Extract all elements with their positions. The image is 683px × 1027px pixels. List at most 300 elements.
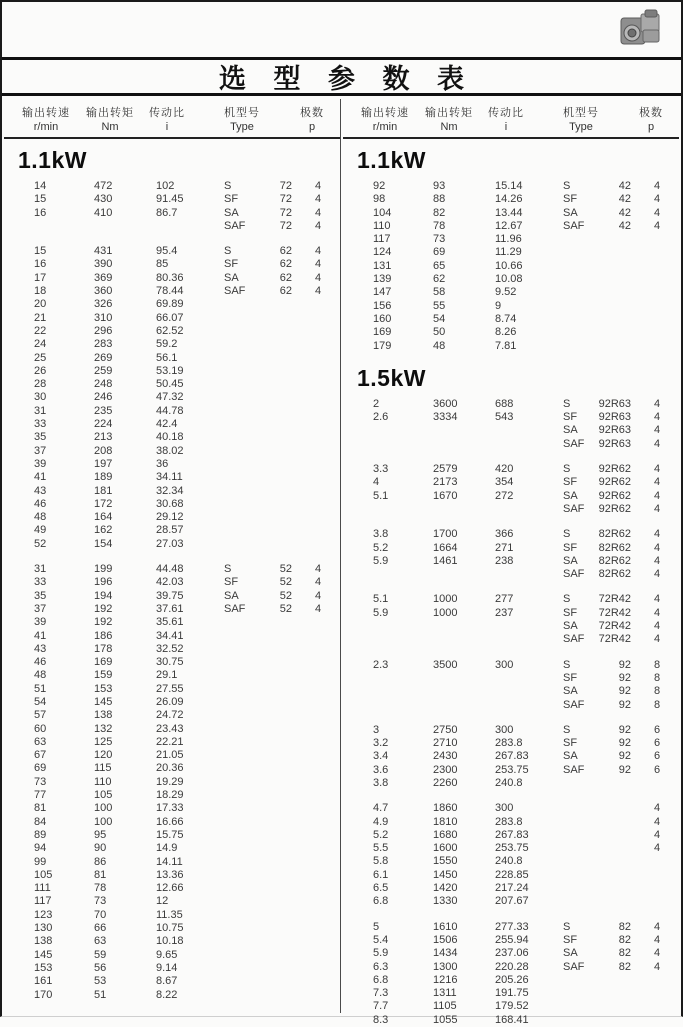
cell-torque: 1664	[433, 541, 458, 554]
table-row	[4, 842, 340, 855]
cell-type-prefix: S	[224, 563, 232, 576]
cell-type-prefix: S	[563, 723, 571, 736]
table-row	[4, 989, 340, 1002]
cell-torque: 73	[433, 233, 446, 246]
cell-poles: 4	[653, 219, 661, 232]
cell-poles	[292, 789, 344, 802]
table-row	[343, 633, 679, 646]
cell-type-prefix: S	[563, 397, 571, 410]
cell-speed: 25	[34, 351, 47, 364]
cell-poles: 4	[314, 563, 322, 576]
cell-torque: 95	[94, 828, 107, 841]
cell-type-size: 72	[279, 206, 292, 219]
cell-poles	[292, 391, 344, 404]
cell-ratio: 253.75	[495, 763, 529, 776]
cell-speed: 43	[34, 642, 47, 655]
table-row	[343, 882, 679, 895]
cell-torque: 132	[94, 722, 113, 735]
cell-type-prefix: SA	[563, 620, 578, 633]
cell-type-size: 92	[618, 698, 631, 711]
cell-type-prefix: SAF	[224, 602, 246, 615]
cell-poles: 6	[653, 737, 661, 750]
table-row	[343, 620, 679, 633]
cell-torque: 120	[94, 749, 113, 762]
cell-speed: 5.5	[373, 842, 389, 855]
cell-speed: 35	[34, 431, 47, 444]
cell-ratio: 80.36	[156, 271, 184, 284]
cell-type-size: 72R42	[598, 606, 631, 619]
cell-type-prefix	[224, 445, 256, 458]
table-block	[343, 398, 679, 451]
cell-poles: 4	[653, 842, 661, 855]
cell-type-size: 42	[618, 219, 631, 232]
table-block	[4, 245, 340, 551]
cell-speed: 3.4	[373, 750, 389, 763]
cell-speed: 81	[34, 802, 47, 815]
cell-ratio: 354	[495, 476, 514, 489]
cell-speed: 3.6	[373, 763, 389, 776]
cell-type-prefix	[224, 458, 256, 471]
cell-type-size	[256, 962, 292, 975]
cell-type-prefix	[224, 312, 256, 325]
cell-poles: 4	[653, 476, 661, 489]
cell-speed: 52	[34, 537, 47, 550]
cell-torque	[433, 424, 495, 437]
cell-speed: 30	[34, 391, 47, 404]
cell-type-size	[256, 538, 292, 551]
header-unit-type: Type	[230, 121, 254, 133]
cell-torque: 1300	[433, 960, 458, 973]
column-header-ratio	[138, 104, 196, 133]
header-unit-torque: Nm	[101, 121, 119, 133]
cell-type-size: 42	[618, 206, 631, 219]
header-label-speed: 输出转速	[361, 107, 409, 119]
cell-speed	[373, 672, 433, 685]
cell-ratio: 9.52	[495, 286, 517, 299]
cell-ratio: 36	[156, 457, 169, 470]
cell-speed: 147	[373, 286, 392, 299]
cell-ratio: 179.52	[495, 1000, 529, 1013]
cell-type-size: 92	[618, 723, 631, 736]
cell-poles: 4	[653, 489, 661, 502]
cell-type-prefix: SAF	[563, 698, 585, 711]
cell-type-size	[595, 1014, 631, 1027]
table-row	[4, 431, 340, 444]
cell-type-size	[256, 975, 292, 988]
cell-type-size: 92R62	[598, 463, 631, 476]
cell-type-size	[256, 378, 292, 391]
table-row	[4, 709, 340, 722]
cell-type-size	[256, 895, 292, 908]
cell-type-size	[256, 829, 292, 842]
cell-speed: 84	[34, 815, 47, 828]
cell-speed: 7.3	[373, 987, 389, 1000]
cell-type-prefix: SAF	[563, 502, 585, 515]
cell-poles	[292, 656, 344, 669]
cell-speed: 54	[34, 695, 47, 708]
cell-poles	[292, 669, 344, 682]
cell-type-size	[256, 418, 292, 431]
cell-speed: 2.6	[373, 411, 389, 424]
cell-type-size	[595, 829, 631, 842]
cell-ratio: 102	[156, 180, 175, 192]
table-row	[4, 445, 340, 458]
table-block	[4, 180, 340, 233]
cell-speed: 160	[373, 312, 392, 325]
cell-type-prefix	[563, 313, 595, 326]
cell-torque: 78	[94, 882, 107, 895]
cell-ratio: 56.1	[156, 351, 178, 364]
table-row	[4, 882, 340, 895]
cell-speed: 3.2	[373, 737, 389, 750]
cell-type-size	[256, 935, 292, 948]
table-row	[343, 398, 679, 411]
title-band	[2, 57, 681, 96]
table-row	[343, 659, 679, 672]
cell-speed: 111	[34, 882, 51, 895]
cell-torque: 66	[94, 922, 107, 935]
table-row	[4, 563, 340, 576]
cell-torque: 2260	[433, 776, 458, 789]
cell-speed: 18	[34, 285, 47, 298]
cell-ratio: 14.26	[495, 193, 523, 206]
cell-speed: 8.3	[373, 1013, 389, 1026]
table-row	[343, 568, 679, 581]
cell-type-prefix	[563, 869, 595, 882]
cell-speed	[373, 424, 433, 437]
cell-torque: 115	[94, 762, 112, 775]
cell-ratio	[156, 220, 224, 233]
cell-poles	[292, 683, 344, 696]
cell-type-prefix	[563, 777, 595, 790]
cell-type-prefix	[224, 669, 256, 682]
cell-type-prefix: SAF	[563, 633, 585, 646]
cell-ratio: 300	[495, 802, 514, 815]
cell-torque: 55	[433, 299, 446, 312]
cell-type-size: 82	[618, 947, 631, 960]
cell-ratio: 28.57	[156, 524, 184, 537]
cell-ratio: 16.66	[156, 815, 184, 828]
cell-torque: 2173	[433, 476, 458, 489]
cell-ratio: 11.35	[156, 908, 183, 921]
cell-poles	[292, 431, 344, 444]
cell-type-size: 72R42	[598, 633, 631, 646]
cell-poles	[292, 458, 344, 471]
cell-ratio: 191.75	[495, 987, 529, 1000]
cell-type-size: 62	[279, 285, 292, 298]
cell-ratio: 271	[495, 541, 514, 554]
cell-ratio: 272	[495, 489, 514, 502]
table-row	[4, 975, 340, 988]
table-row	[343, 463, 679, 476]
cell-poles: 4	[653, 606, 661, 619]
cell-speed: 6.5	[373, 882, 389, 895]
cell-speed: 46	[34, 656, 47, 669]
cell-torque: 1700	[433, 528, 458, 541]
cell-type-size: 92R62	[598, 502, 631, 515]
cell-type-size: 92R62	[598, 476, 631, 489]
cell-ratio: 32.34	[156, 484, 184, 497]
table-row	[343, 313, 679, 326]
cell-torque: 283	[94, 338, 113, 351]
cell-speed: 3.8	[373, 528, 389, 541]
cell-poles: 4	[314, 271, 322, 284]
cell-ratio: 14.11	[156, 855, 183, 868]
table-row	[343, 286, 679, 299]
cell-ratio: 26.09	[156, 695, 184, 708]
table-row	[4, 325, 340, 338]
cell-poles	[292, 962, 344, 975]
cell-type-size	[595, 802, 631, 815]
cell-ratio: 8.22	[156, 988, 178, 1001]
table-row	[343, 233, 679, 246]
table-block	[343, 921, 679, 1027]
cell-poles	[292, 736, 344, 749]
cell-speed: 16	[34, 258, 47, 271]
cell-type-size	[256, 458, 292, 471]
table-row	[4, 909, 340, 922]
table-row	[4, 524, 340, 537]
cell-type-size	[256, 709, 292, 722]
cell-speed: 37	[34, 602, 47, 615]
cell-torque	[94, 220, 156, 233]
cell-poles: 4	[653, 620, 661, 633]
table-header-row	[4, 99, 340, 139]
cell-type-prefix	[563, 855, 595, 868]
cell-ratio: 217.24	[495, 882, 529, 895]
header-unit-ratio: i	[504, 121, 508, 133]
table-row	[4, 258, 340, 271]
cell-speed: 4.7	[373, 802, 389, 815]
cell-ratio: 17.33	[156, 802, 184, 815]
cell-ratio: 30.68	[156, 497, 184, 510]
cell-ratio: 10.18	[156, 935, 184, 948]
cell-poles	[292, 802, 344, 815]
cell-type-prefix	[224, 538, 256, 551]
cell-poles	[292, 418, 344, 431]
cell-poles	[292, 749, 344, 762]
cell-poles	[631, 273, 683, 286]
cell-ratio: 240.8	[495, 855, 523, 868]
cell-ratio: 543	[495, 411, 514, 424]
cell-torque: 2750	[433, 723, 458, 736]
table-row	[4, 220, 340, 233]
cell-type-prefix	[563, 829, 595, 842]
table-row	[4, 630, 340, 643]
cell-poles: 6	[653, 750, 661, 763]
cell-type-size: 92	[618, 737, 631, 750]
cell-type-prefix: SF	[563, 933, 578, 946]
cell-type-size	[256, 949, 292, 962]
cell-type-prefix	[224, 842, 256, 855]
table-row	[4, 776, 340, 789]
header-label-ratio: 传动比	[149, 107, 185, 119]
table-row	[4, 643, 340, 656]
page-title: 选 型 参 数 表	[218, 64, 474, 94]
cell-type-prefix	[224, 498, 256, 511]
cell-speed: 139	[373, 273, 392, 286]
table-row	[4, 590, 340, 603]
cell-type-size	[256, 325, 292, 338]
cell-poles	[631, 974, 683, 987]
cell-torque: 472	[94, 180, 113, 192]
cell-torque: 172	[94, 497, 113, 510]
cell-poles	[292, 709, 344, 722]
cell-poles: 4	[653, 933, 661, 946]
table-row	[4, 802, 340, 815]
cell-type-size: 72	[279, 180, 292, 192]
cell-torque: 48	[433, 339, 446, 352]
cell-speed: 138	[34, 935, 53, 948]
cell-speed: 98	[373, 193, 386, 206]
cell-type-prefix	[224, 696, 256, 709]
cell-poles: 4	[653, 437, 661, 450]
table-row	[343, 326, 679, 339]
cell-type-prefix	[224, 391, 256, 404]
cell-torque: 82	[433, 206, 446, 219]
cell-type-size	[595, 246, 631, 259]
cell-poles	[631, 340, 683, 353]
cell-ratio: 228.85	[495, 868, 529, 881]
cell-type-size: 72	[279, 219, 292, 232]
cell-ratio: 10.75	[156, 922, 184, 935]
cell-type-size	[595, 855, 631, 868]
column-header-speed	[10, 104, 82, 133]
cell-ratio: 42.03	[156, 576, 184, 589]
cell-torque: 196	[94, 576, 113, 589]
cell-type-size	[256, 696, 292, 709]
cell-ratio: 50.45	[156, 378, 184, 391]
cell-type-prefix	[224, 762, 256, 775]
cell-torque: 194	[94, 589, 113, 602]
cell-torque: 1311	[433, 987, 457, 1000]
table-row	[343, 947, 679, 960]
header-label-poles: 极数	[639, 107, 663, 119]
cell-type-prefix: SF	[563, 606, 578, 619]
cell-type-prefix	[224, 869, 256, 882]
cell-ratio: 11.96	[495, 233, 522, 246]
cell-torque: 154	[94, 537, 113, 550]
table-row	[343, 921, 679, 934]
cell-torque: 3334	[433, 411, 458, 424]
table-row	[4, 576, 340, 589]
cell-poles	[292, 909, 344, 922]
cell-poles	[631, 286, 683, 299]
cell-poles	[292, 312, 344, 325]
cell-torque: 70	[94, 908, 107, 921]
cell-speed: 3.3	[373, 463, 389, 476]
cell-poles: 6	[653, 723, 661, 736]
cell-type-prefix	[224, 895, 256, 908]
table-row	[343, 207, 679, 220]
cell-poles	[292, 949, 344, 962]
cell-ratio	[495, 503, 563, 516]
cell-poles: 4	[314, 258, 322, 271]
table-row	[4, 298, 340, 311]
cell-poles	[631, 855, 683, 868]
cell-ratio: 23.43	[156, 722, 184, 735]
cell-type-size	[595, 882, 631, 895]
cell-ratio: 53.19	[156, 364, 184, 377]
cell-type-prefix	[224, 511, 256, 524]
cell-poles	[292, 325, 344, 338]
cell-torque: 199	[94, 563, 113, 576]
header-unit-type: Type	[569, 121, 593, 133]
cell-type-prefix: S	[563, 658, 571, 671]
cell-type-size	[256, 405, 292, 418]
cell-ratio: 10.08	[495, 273, 523, 286]
cell-torque: 192	[94, 602, 113, 615]
cell-type-size: 92R63	[598, 437, 631, 450]
cell-type-prefix: SF	[563, 671, 578, 684]
table-row	[343, 816, 679, 829]
cell-ratio: 69.89	[156, 298, 184, 311]
cell-ratio	[495, 438, 563, 451]
cell-torque: 1000	[433, 606, 458, 619]
cell-poles	[631, 260, 683, 273]
cell-type-size: 92R62	[598, 489, 631, 502]
cell-type-size: 92R63	[598, 424, 631, 437]
cell-ratio: 238	[495, 554, 514, 567]
cell-torque: 50	[433, 326, 446, 339]
cell-type-size	[256, 511, 292, 524]
cell-torque: 1600	[433, 842, 458, 855]
cell-ratio: 277.33	[495, 920, 529, 933]
cell-speed: 73	[34, 775, 47, 788]
cell-type-size	[256, 445, 292, 458]
cell-type-size	[256, 856, 292, 869]
cell-speed: 5	[373, 920, 380, 933]
cell-torque: 2710	[433, 737, 458, 750]
cell-type-size: 52	[279, 589, 292, 602]
cell-type-size	[256, 762, 292, 775]
cell-type-prefix	[224, 325, 256, 338]
cell-type-prefix: SA	[224, 206, 239, 219]
cell-poles	[292, 538, 344, 551]
cell-torque: 69	[433, 246, 446, 259]
cell-ratio: 9.14	[156, 961, 178, 974]
cell-speed: 4	[373, 476, 380, 489]
cell-type-size	[256, 816, 292, 829]
table-row	[343, 842, 679, 855]
cell-ratio: 13.36	[156, 868, 184, 881]
cell-type-size	[256, 789, 292, 802]
cell-type-size: 72R42	[598, 620, 631, 633]
cell-ratio: 27.55	[156, 682, 184, 695]
table-row	[343, 1000, 679, 1013]
cell-torque: 62	[433, 273, 446, 286]
table-row	[343, 961, 679, 974]
table-row	[4, 245, 340, 258]
cell-poles	[292, 485, 344, 498]
cell-type-prefix: SA	[563, 750, 578, 763]
table-row	[343, 777, 679, 790]
cell-ratio: 20.36	[156, 762, 184, 775]
cell-torque: 3500	[433, 658, 458, 671]
cell-torque: 310	[94, 311, 113, 324]
cell-poles	[292, 365, 344, 378]
cell-type-size	[256, 391, 292, 404]
cell-speed: 89	[34, 828, 47, 841]
cell-torque: 360	[94, 285, 113, 298]
cell-torque: 259	[94, 364, 113, 377]
cell-torque: 1105	[433, 1000, 457, 1013]
cell-type-prefix: SAF	[563, 568, 585, 581]
table-row	[4, 312, 340, 325]
cell-speed: 105	[34, 868, 53, 881]
cell-torque: 181	[94, 484, 113, 497]
cell-ratio: 267.83	[495, 828, 529, 841]
